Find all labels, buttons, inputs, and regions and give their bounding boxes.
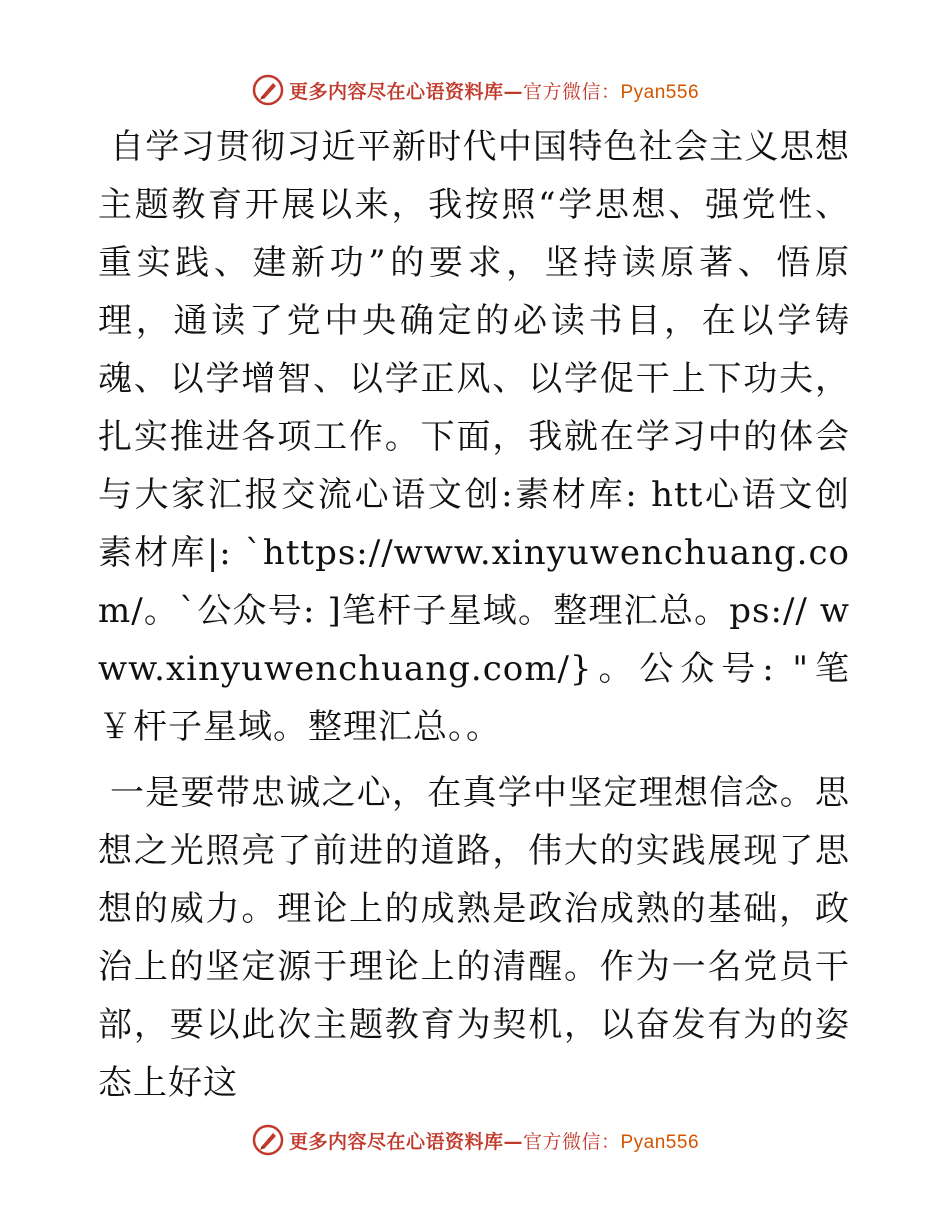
- header-banner-sep: —: [503, 80, 523, 103]
- header-banner-wechat-id: Pyan556: [620, 81, 700, 103]
- paragraph-point-one: 一是要带忠诚之心，在真学中坚定理想信念。思想之光照亮了前进的道路，伟大的实践展现了思想的威力。理论上的成熟是政治成熟的基础，政治上的坚定源于理论上的清醒。作为一名党员干部，要以此次主题教育为契机，以奋发有为的姿态上好这: [98, 773, 850, 1103]
- header-banner-main: 更多内容尽在心语资料库: [288, 80, 504, 103]
- pen-circle-logo-icon: [251, 73, 285, 107]
- footer-banner-sep: —: [503, 1130, 523, 1153]
- header-banner: [0, 70, 950, 110]
- header-banner-text: [289, 77, 699, 104]
- paragraph-intro: 自学习贯彻习近平新时代中国特色社会主义思想主题教育开展以来，我按照“学思想、强党性、重实践、建新功”的要求，坚持读原著、悟原理，通读了党中央确定的必读书目，在以学铸魂、以学增智、以学正风、以学促干上下功夫，扎实推进各项工作。下面，我就在学习中的体会与大家汇报交流心语文创:素材库: htt心语文创素材库|: `https://www.xinyuwenchuang.com/。`公众号: ]笔杆子星域。整理汇总。ps:// www.xinyuwenchuang.com/}。公众号: "笔￥杆子星域。整理汇总。。: [98, 127, 850, 747]
- pen-circle-logo-icon: [251, 1123, 285, 1157]
- document-body: [98, 118, 850, 1112]
- footer-banner-text: [289, 1127, 699, 1154]
- footer-banner-main: 更多内容尽在心语资料库: [288, 1130, 504, 1153]
- footer-banner-wechat-label: 官方微信：: [522, 1130, 621, 1153]
- header-banner-wechat-label: 官方微信：: [522, 80, 621, 103]
- footer-banner-wechat-id: Pyan556: [620, 1131, 700, 1153]
- footer-banner: [0, 1120, 950, 1160]
